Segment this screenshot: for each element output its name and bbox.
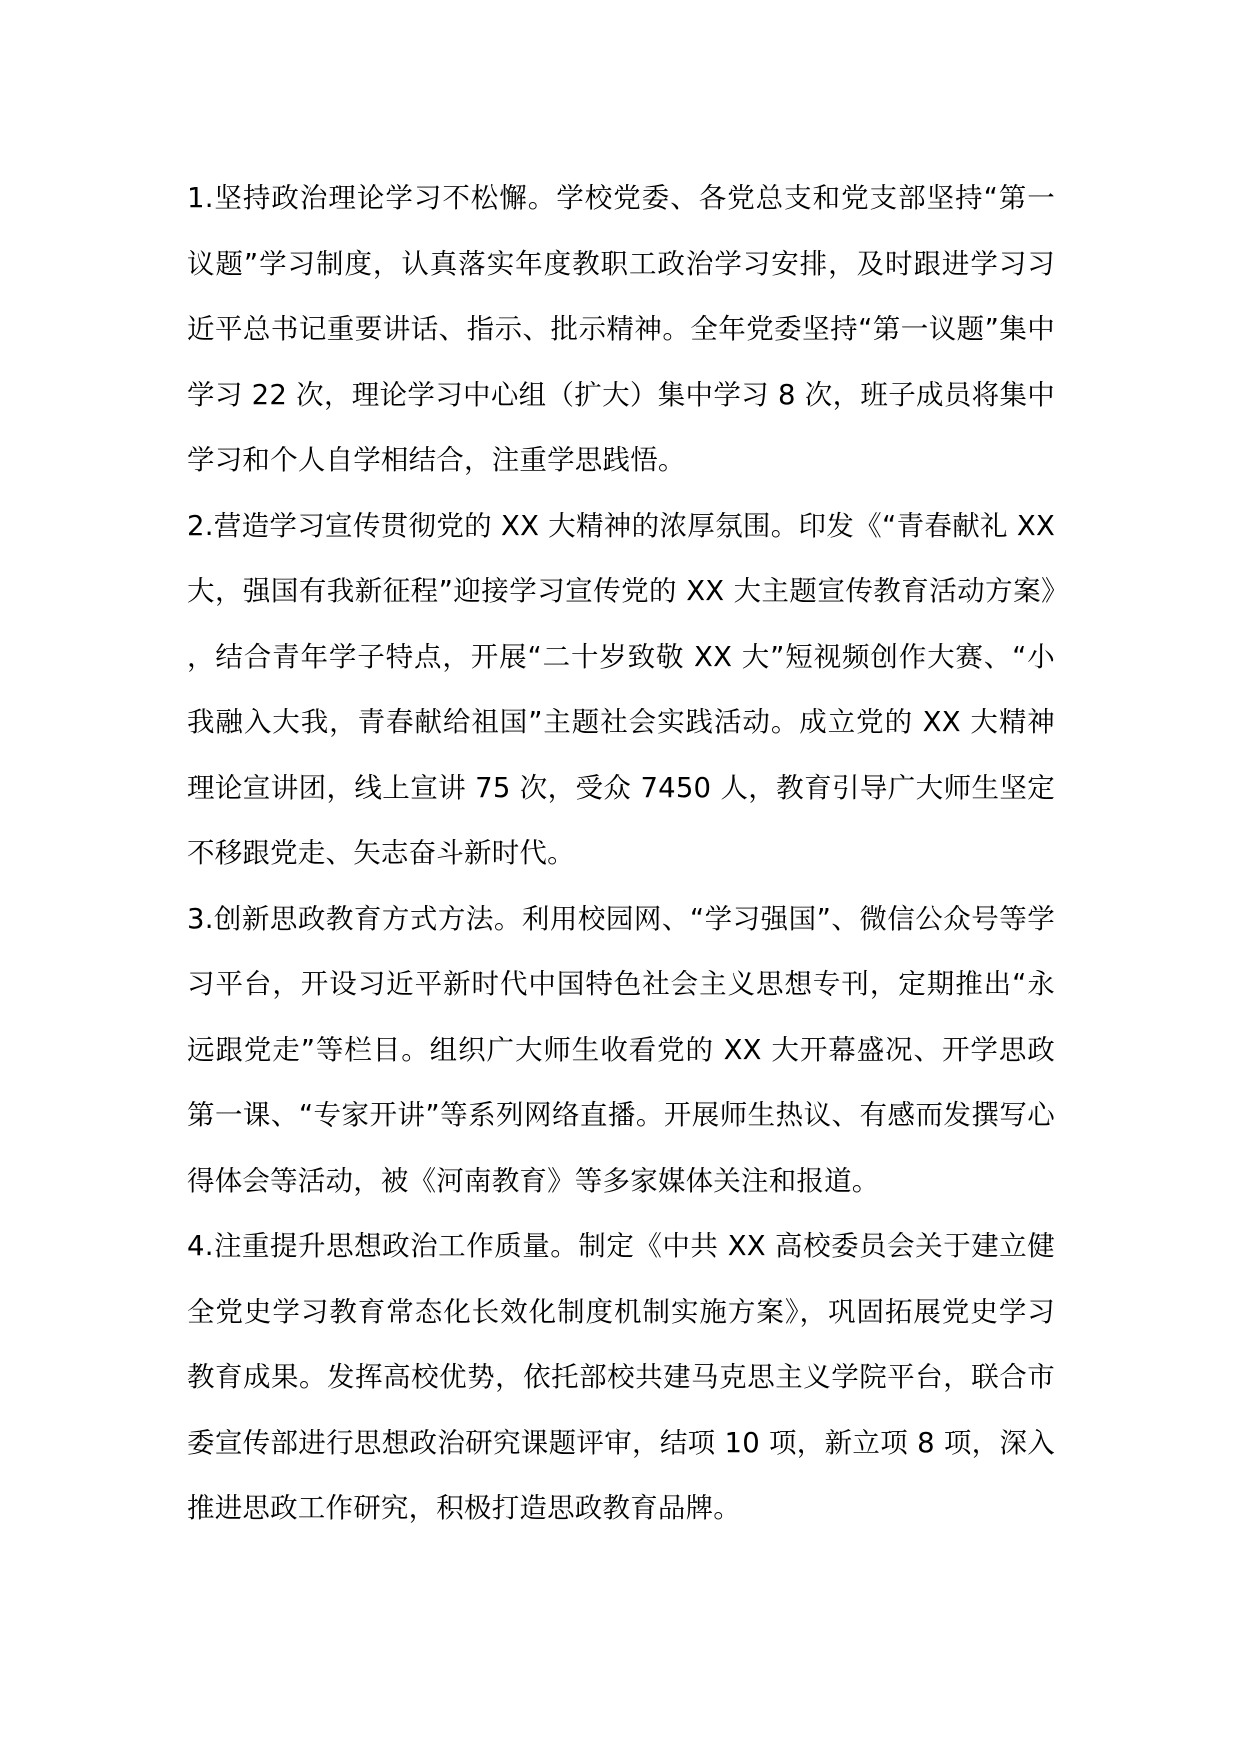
paragraph-2: 2.营造学习宣传贯彻党的 XX 大精神的浓厚氛围。印发《“青春献礼 XX 大，强国有我新征程”迎接学习宣传党的 XX 大主题宣传教育活动方案》，结合青年学子特点，开展“二十岁致敬 XX 大”短视频创作大赛、“小我融入大我，青春献给祖国”主题社会实践活动。成立党的 XX 大精神理论宣讲团，线上宣讲 75 次，受众 7450 人，教育引导广大师生坚定不移跟党走、矢志奋斗新时代。 — [187, 509, 1055, 869]
document-body — [187, 166, 1055, 1542]
paragraph-4: 4.注重提升思想政治工作质量。制定《中共 XX 高校委员会关于建立健全党史学习教育常态化长效化制度机制实施方案》，巩固拓展党史学习教育成果。发挥高校优势，依托部校共建马克思主义学院平台，联合市委宣传部进行思想政治研究课题评审，结项 10 项，新立项 8 项，深入推进思政工作研究，积极打造思政教育品牌。 — [187, 1230, 1055, 1524]
paragraph-3: 3.创新思政教育方式方法。利用校园网、“学习强国”、微信公众号等学习平台，开设习近平新时代中国特色社会主义思想专刊，定期推出“永远跟党走”等栏目。组织广大师生收看党的 XX 大开幕盛况、开学思政第一课、“专家开讲”等系列网络直播。开展师生热议、有感而发撰写心得体会等活动，被《河南教育》等多家媒体关注和报道。 — [187, 902, 1055, 1197]
paragraph-1: 1.坚持政治理论学习不松懈。学校党委、各党总支和党支部坚持“第一议题”学习制度，认真落实年度教职工政治学习安排，及时跟进学习习近平总书记重要讲话、指示、批示精神。全年党委坚持“第一议题”集中学习 22 次，理论学习中心组（扩大）集中学习 8 次，班子成员将集中学习和个人自学相结合，注重学思践悟。 — [187, 182, 1055, 476]
